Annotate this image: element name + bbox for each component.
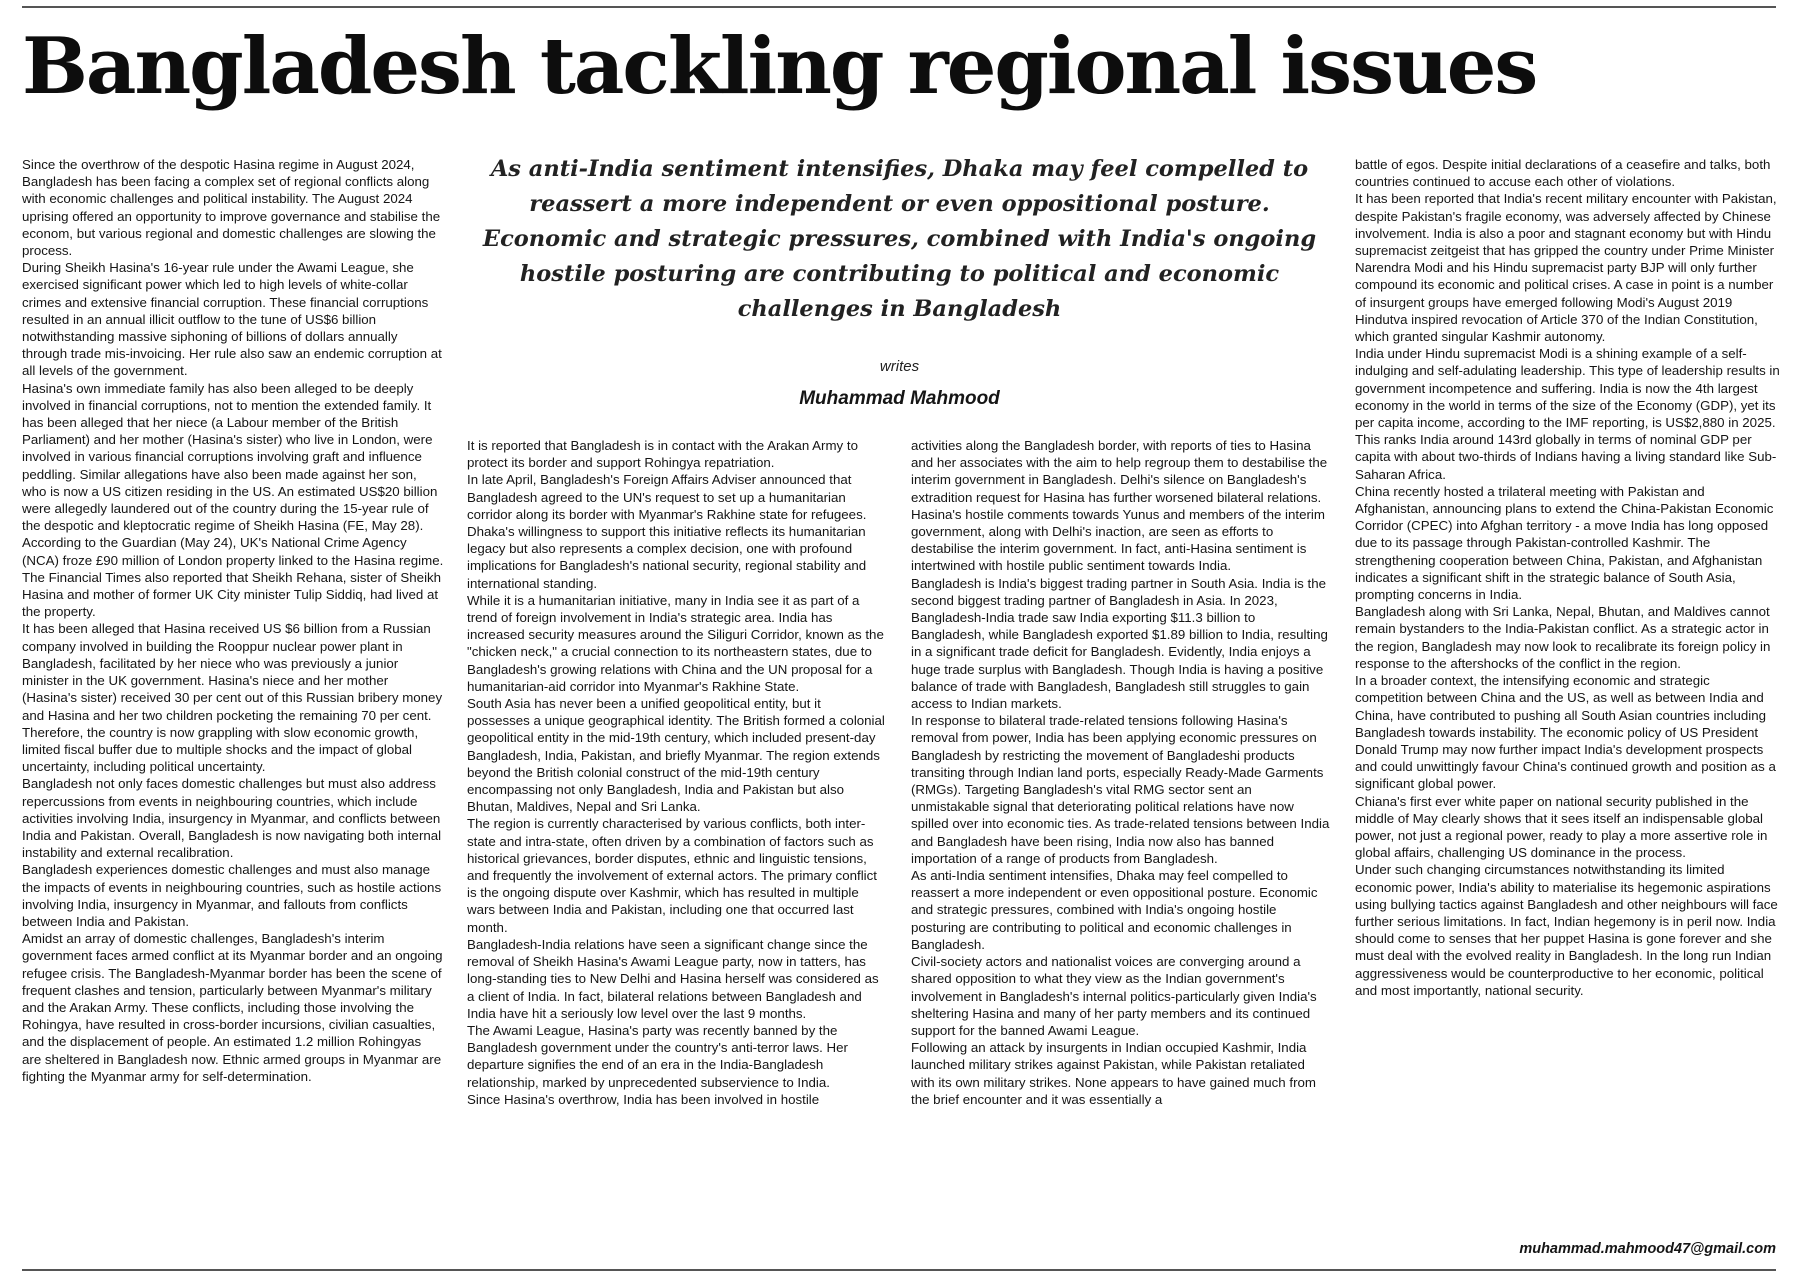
article-column-4 [1355, 156, 1781, 1226]
paragraph: Bangladesh experiences domestic challenges and must also manage the impacts of events in neighbouring countries, such as hostile actions involving India, insurgency in Myanmar, and fallouts from conflicts between India and Pakistan. [22, 862, 442, 929]
paragraph: The region is currently characterised by various conflicts, both inter-state and intra-state, often driven by a combination of factors such as historical grievances, border disputes, ethnic and linguistic tensions, and frequently the involvement of external actors. The primary conflict is the ongoing dispute over Kashmir, which has resulted in multiple wars between India and Pakistan, including one that occurred last month. [467, 816, 877, 935]
paragraph: Bangladesh-India relations have seen a significant change since the removal of Sheikh Hasina's Awami League party, now in tatters, has long-standing ties to New Delhi and Hasina herself was considered as a client of India. In fact, bilateral relations between Bangladesh and India have hit a seriously low level over the last 9 months. [467, 936, 879, 1021]
paragraph: Bangladesh along with Sri Lanka, Nepal, Bhutan, and Maldives cannot remain bystanders to the India-Pakistan conflict. As a strategic actor in the region, Bangladesh may now look to recalibrate its foreign policy in response to the aftershocks of the conflict in the region. [1355, 604, 1771, 671]
standfirst-box [467, 152, 1332, 327]
paragraph: China recently hosted a trilateral meeting with Pakistan and Afghanistan, announcing plans to extend the China-Pakistan Economic Corridor (CPEC) into Afghan territory - a move India has long opposed due to its passage through Pakistan-controlled Kashmir. The strengthening cooperation between China, Pakistan, and Afghanistan indicates a significant shift in the strategic balance of South Asia, prompting concerns in India. [1355, 483, 1774, 603]
paragraph: activities along the Bangladesh border, with reports of ties to Hasina and her associates with the aim to help regroup them to destabilise the interim government in Bangladesh. Delhi's silence on Bangladesh's extradition request for Hasina has further worsened bilateral relations. Hasina's hostile comments towards Yunus and members of the interim government, along with Delhi's inaction, are seen as efforts to destabilise the interim government. In fact, anti-Hasina sentiment is intertwined with hostile public sentiment towards India. [911, 438, 1328, 574]
author-email[interactable]: muhammad.mahmood47@gmail.com [1519, 1241, 1776, 1257]
paragraph: Chiana's first ever white paper on national security published in the middle of May clearly shows that it sees itself an indispensable global power, not just a regional power, ready to play a more assertive role in global affairs, challenging US dominance in the process. [1355, 793, 1768, 861]
paragraph: Hasina's own immediate family has also been alleged to be deeply involved in financial corruptions, not to mention the extended family. It has been alleged that her niece (a Labour member of the British Parliament) and her mother (Hasina's sister) who live in London, were involved in various financial corruptions involving graft and influence peddling. Similar allegations have also been made against her son, who is now a US citizen residing in the US. An estimated US$20 billion were allegedly laundered out of the country during the 15-year rule of the despotic and kleptocratic regime of Sheikh Hasina (FE, May 28). According to the Guardian (May 24), UK's National Crime Agency (NCA) froze £90 million of London property linked to the Hasina regime. The Financial Times also reported that Sheikh Rehana, sister of Sheikh Hasina and mother of former UK City minister Tulip Siddiq, had lived at the property. [22, 380, 444, 620]
byline-writes: writes [879, 358, 920, 375]
paragraph: Civil-society actors and nationalist voices are converging around a shared opposition to what they view as the Indian government's involvement in Bangladesh's internal politics-particularly given India's sheltering Hasina and many of her party members and its continued support for the banned Awami League. [911, 954, 1317, 1038]
paragraph: During Sheikh Hasina's 16-year rule under the Awami League, she exercised significant power which led to high levels of white-collar crimes and extensive financial corruption. These financial corruptions resulted in an annual illicit outflow to the tune of US$6 billion notwithstanding massive siphoning of billions of dollars annually through trade mis-invoicing. Her rule also saw an endemic corruption at all levels of the government. [22, 260, 442, 379]
paragraph: In response to bilateral trade-related tensions following Hasina's removal from power, India has been applying economic pressures on Bangladesh by restricting the movement of Bangladeshi products transiting through Indian land ports, especially Ready-Made Garments (RMGs). Targeting Bangladesh's vital RMG sector sent an unmistakable signal that deteriorating political relations have now spilled over into economic ties. As trade-related tensions between India and Bangladesh have been rising, India now also has banned importation of a range of products from Bangladesh. [911, 713, 1330, 866]
paragraph: As anti-India sentiment intensifies, Dhaka may feel compelled to reassert a more independent or even oppositional posture. Economic and strategic pressures, combined with India's ongoing hostile posturing are contributing to political and economic challenges in Bangladesh. [911, 868, 1318, 952]
paragraph: Amidst an array of domestic challenges, Bangladesh's interim government faces armed conflict at its Myanmar border and an ongoing refugee crisis. The Bangladesh-Myanmar border has been the scene of frequent clashes and tension, particularly between Myanmar's military and the Arakan Army. These conflicts, including those involving the Rohingya, have resulted in cross-border incursions, civilian casualties, and the displacement of people. An estimated 1.2 million Rohingyas are sheltered in Bangladesh now. Ethnic armed groups in Myanmar are fighting the Myanmar army for self-determination. [22, 931, 443, 1084]
paragraph: India under Hindu supremacist Modi is a shining example of a self-indulging and self-adulating leadership. This type of leadership results in government incompetence and suffering. India is now the 4th largest economy in the world in terms of the size of the Economy (GDP), yet its per capita income, according to the IMF reporting, is US$2,880 in 2025. This ranks India around 143rd globally in terms of nominal GDP per capita with about two-thirds of Indians having a living standard like Sub-Saharan Africa. [1355, 346, 1780, 482]
paragraph: South Asia has never been a unified geopolitical entity, but it possesses a unique geographical identity. The British formed a colonial geopolitical entity in the mid-19th century, which included present-day Bangladesh, India, Pakistan, and briefly Myanmar. The region extends beyond the British colonial construct of the mid-19th century encompassing not only Bangladesh, India and Pakistan but also Bhutan, Maldives, Nepal and Sri Lanka. [467, 696, 885, 815]
standfirst: As anti-India sentiment intensifies, Dhaka may feel compelled to reassert a more independent or even oppositional posture. Economic and strategic pressures, combined with India's ongoing hostile posturing are contributing to political and economic challenges in Bangladesh [482, 156, 1317, 322]
article-column-2 [467, 437, 887, 1257]
headline: Bangladesh tackling regional issues [22, 21, 1537, 112]
paragraph: Under such changing circumstances notwithstanding its limited economic power, India's ability to materialise its hegemonic aspirations using bullying tactics against Bangladesh and other neighbours will face further serious limitations. In fact, Indian hegemony is in peril now. India should come to senses that her puppet Hasina is gone forever and she must deal with the evolved reality in Bangladesh. In the long run Indian aggressiveness would be counterproductive to her economic, political and most importantly, national security. [1355, 862, 1778, 998]
bottom-rule [22, 1269, 1776, 1271]
paragraph: It has been alleged that Hasina received US $6 billion from a Russian company involved in building the Rooppur nuclear power plant in Bangladesh, facilitated by her niece who was previously a junior minister in the UK government. Hasina's niece and her mother (Hasina's sister) received 30 per cent out of this Russian bribery money and Hasina and her two children pocketing the remaining 70 per cent. [22, 621, 443, 723]
paragraph: The Awami League, Hasina's party was recently banned by the Bangladesh government under the country's anti-terror laws. Her departure signifies the end of an era in the India-Bangladesh relationship, marked by unprecedented subservience to India. [467, 1022, 848, 1090]
paragraph: In late April, Bangladesh's Foreign Affairs Adviser announced that Bangladesh agreed to the UN's request to set up a humanitarian corridor along its border with Myanmar's Rakhine state for refugees. Dhaka's willingness to support this initiative reflects its humanitarian legacy but also represents a complex decision, one with profound implications for Bangladesh's national security, regional stability and international standing. [467, 472, 867, 591]
paragraph: Bangladesh is India's biggest trading partner in South Asia. India is the second biggest trading partner of Bangladesh in Asia. In 2023, Bangladesh-India trade saw India exporting $11.3 billion to Bangladesh, while Bangladesh exported $1.89 billion to India, resulting in a significant trade deficit for Bangladesh. Evidently, India enjoys a huge trade surplus with Bangladesh. Though India is having a positive balance of trade with Bangladesh, Bangladesh still struggles to gain access to Indian markets. [911, 575, 1328, 712]
paragraph: It is reported that Bangladesh is in contact with the Arakan Army to protect its border and support Rohingya repatriation. [467, 438, 858, 471]
paragraph: It has been reported that India's recent military encounter with Pakistan, despite Pakistan's fragile economy, was adversely affected by Chinese involvement. India is also a poor and stagnant economy but with Hindu supremacist zeitgeist that has gripped the country under Prime Minister Narendra Modi and his Hindu supremacist party BJP will only further compound its economic and political crises. A case in point is a number of insurgent groups have emerged following Modi's August 2019 Hindutva inspired revocation of Article 370 of the Indian Constitution, which granted singular Kashmir autonomy. [1355, 191, 1777, 345]
paragraph: Therefore, the country is now grappling with slow economic growth, limited fiscal buffer due to multiple shocks and the impact of global uncertainty, including political uncertainty. [22, 724, 419, 775]
article-column-3 [911, 437, 1332, 1257]
top-rule [22, 6, 1776, 8]
author-name: Muhammad Mahmood [799, 388, 1000, 409]
paragraph: battle of egos. Despite initial declarations of a ceasefire and talks, both countries continued to accuse each other of violations. [1355, 157, 1771, 190]
paragraph: Since Hasina's overthrow, India has been involved in hostile [467, 1091, 820, 1107]
paragraph: Since the overthrow of the despotic Hasina regime in August 2024, Bangladesh has been facing a complex set of regional conflicts along with economic challenges and political instability. The August 2024 uprising offered an opportunity to improve governance and stabilise the econom, but various regional and domestic challenges are slowing the process. [22, 157, 441, 259]
paragraph: Following an attack by insurgents in Indian occupied Kashmir, India launched military strikes against Pakistan, while Pakistan retaliated with its own military strikes. None appears to have gained much from the brief encounter and it was essentially a [911, 1040, 1316, 1107]
article-column-1 [22, 156, 444, 1256]
paragraph: Bangladesh not only faces domestic challenges but must also address repercussions from events in neighbouring countries, which include activities involving India, insurgency in Myanmar, and conflicts between India and Pakistan. Overall, Bangladesh is now navigating both internal instability and external recalibration. [22, 776, 442, 861]
paragraph: While it is a humanitarian initiative, many in India see it as part of a trend of foreign involvement in India's strategic area. India has increased security measures around the Siliguri Corridor, known as the "chicken neck," a crucial connection to its northeastern states, due to Bangladesh's growing relations with China and the UN proposal for a humanitarian-aid corridor into Myanmar's Rakhine State. [467, 592, 884, 694]
paragraph: In a broader context, the intensifying economic and strategic competition between China and the US, as well as between India and China, have contributed to pushing all South Asian countries including Bangladesh towards instability. The economic policy of US President Donald Trump may now further impact India's development prospects and could unwittingly favour China's continued growth and position as a significant global power. [1355, 673, 1776, 792]
